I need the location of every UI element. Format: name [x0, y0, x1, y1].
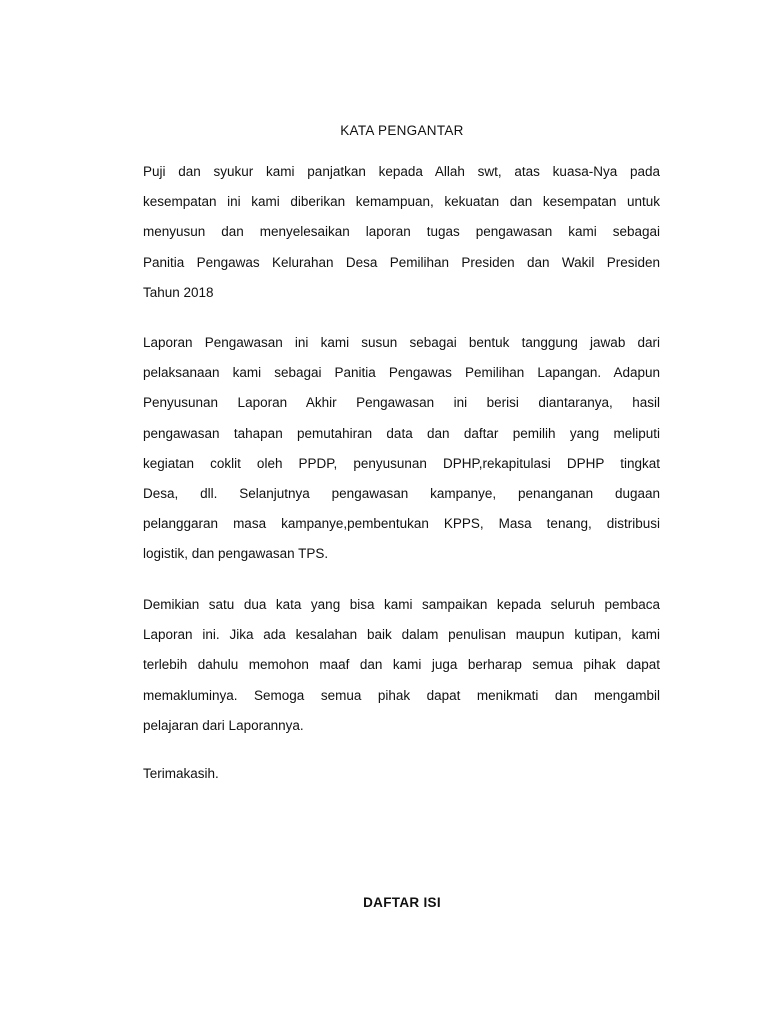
paragraph-closing [143, 590, 660, 741]
paragraph-line: menyusun dan menyelesaikan laporan tugas pengawasan kami sebagai [143, 224, 660, 240]
paragraph-line: logistik, dan pengawasan TPS. [143, 546, 329, 562]
paragraph-line: Tahun 2018 [143, 284, 214, 300]
paragraph-line: Terimakasih. [143, 766, 219, 781]
paragraph-line: kesempatan ini kami diberikan kemampuan, kekuatan dan kesempatan untuk [143, 194, 660, 210]
paragraph-line: memakluminya. Semoga semua pihak dapat menikmati dan mengambil [143, 687, 660, 703]
paragraph-line: Puji dan syukur kami panjatkan kepada Allah swt, atas kuasa-Nya pada [143, 164, 660, 179]
paragraph-line: kegiatan coklit oleh PPDP, penyusunan DPHP,rekapitulasi DPHP tingkat [143, 455, 660, 471]
paragraph-line: Desa, dll. Selanjutnya pengawasan kampanye, penanganan dugaan [143, 485, 660, 501]
page-title: KATA PENGANTAR [340, 123, 464, 138]
paragraph-line: Panitia Pengawas Kelurahan Desa Pemilihan Presiden dan Wakil Presiden [143, 254, 660, 270]
paragraph-line: pelajaran dari Laporannya. [143, 717, 304, 733]
paragraph-line: pengawasan tahapan pemutahiran data dan daftar pemilih yang meliputi [143, 425, 660, 441]
paragraph-line: pelanggaran masa kampanye,pembentukan KPPS, Masa tenang, distribusi [143, 516, 660, 532]
paragraph-opening [143, 157, 660, 308]
paragraph-report-scope [143, 328, 660, 570]
paragraph-line: pelaksanaan kami sebagai Panitia Pengawas Pemilihan Lapangan. Adapun [143, 365, 660, 381]
paragraph-line: Laporan ini. Jika ada kesalahan baik dalam penulisan maupun kutipan, kami [143, 627, 660, 643]
paragraph-line: Penyusunan Laporan Akhir Pengawasan ini berisi diantaranya, hasil [143, 395, 660, 411]
paragraph-line: Laporan Pengawasan ini kami susun sebagai bentuk tanggung jawab dari [143, 335, 660, 350]
paragraph-line: Demikian satu dua kata yang bisa kami sampaikan kepada seluruh pembaca [143, 597, 660, 612]
table-of-contents-heading: DAFTAR ISI [363, 895, 441, 910]
paragraph-line: terlebih dahulu memohon maaf dan kami juga berharap semua pihak dapat [143, 657, 660, 673]
paragraph-thanks [143, 759, 660, 789]
